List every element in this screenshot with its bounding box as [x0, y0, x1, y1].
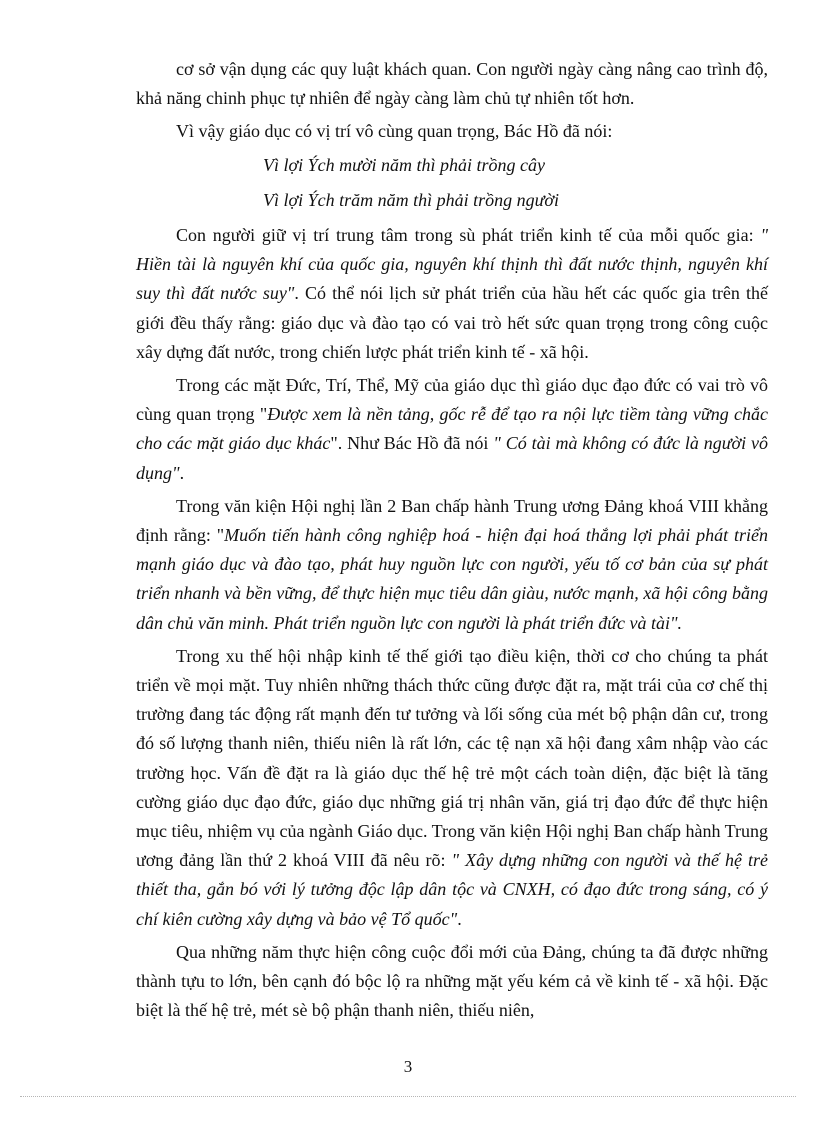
page-bottom-divider: [20, 1096, 796, 1097]
verse-line-1: Vì lợi Ých mười năm thì phải trồng cây: [263, 154, 546, 175]
paragraph-6: [136, 642, 768, 934]
paragraph-6-text-b: .: [457, 908, 462, 929]
paragraph-3-quote: " Hiền tài là nguyên khí của quốc gia, nguyên khí thịnh thì đất nước thịnh, nguyên khí suy thì đất nước suy": [136, 225, 768, 304]
paragraph-6-text-a: Trong xu thế hội nhập kinh tế thế giới tạo điều kiện, thời cơ cho chúng ta phát triển về mọi mặt. Tuy nhiên những thách thức cũng được đặt ra, mặt trái của cơ chế thị trường đang tác động rất mạnh đến tư tưởng và lối sống của mét bộ phận dân cư, trong đó số lượng thanh niên, thiếu niên là rất lớn, các tệ nạn xã hội đang xâm nhập vào các trường học. Vấn đề đặt ra là giáo dục thế hệ trẻ một cách toàn diện, đặc biệt là tăng cường giáo dục đạo đức, giáo dục những giá trị nhân văn, giá trị đạo đức để thực hiện mục tiêu, nhiệm vụ của ngành Giáo dục. Trong văn kiện Hội nghị Ban chấp hành Trung ương đảng lần thứ 2 khoá VIII đã nêu rõ:: [136, 645, 768, 871]
body-text: [136, 55, 768, 1030]
paragraph-5: [136, 492, 768, 638]
paragraph-3-text-b: . Có thể nói lịch sử phát triển của hầu hết các quốc gia trên thế giới đều thấy rằng: giáo dục và đào tạo có vai trò hết sức quan trọng trong công cuộc xây dựng đất nước, trong chiến lược phát triển kinh tế - xã hội.: [136, 283, 768, 362]
paragraph-4-text-a: Trong các mặt Đức, Trí, Thể, Mỹ của giáo dục thì giáo dục đạo đức có vai trò vô cùng quan trọng ": [136, 375, 768, 425]
paragraph-3: [136, 221, 768, 367]
paragraph-4-quote-2: " Có tài mà không có đức là người vô dụng": [136, 433, 769, 483]
paragraph-2: Vì vậy giáo dục có vị trí vô cùng quan trọng, Bác Hồ đã nói:: [176, 121, 613, 142]
paragraph-4-text-b: ". Như Bác Hồ đã nói: [330, 433, 494, 454]
paragraph-5-text-a: Trong văn kiện Hội nghị lần 2 Ban chấp hành Trung ương Đảng khoá VIII khẳng định rằng: ": [136, 495, 768, 546]
paragraph-4: [136, 371, 768, 488]
page-number: 3: [403, 1057, 413, 1076]
paragraph-5-quote: Muốn tiến hành công nghiệp hoá - hiện đại hoá thắng lợi phải phát triển mạnh giáo dục và đào tạo, phát huy nguồn lực con người, yếu tố cơ bản của sự phát triển nhanh và bền vững, để thực hiện mục tiêu dân giàu, nước mạnh, xã hội công bằng dân chủ văn minh. Phát triển nguồn lực con người là phát triển đức và tài".: [136, 525, 768, 633]
paragraph-7: Qua những năm thực hiện công cuộc đổi mới của Đảng, chúng ta đã được những thành tựu to lớn, bên cạnh đó bộc lộ ra những mặt yếu kém cả về kinh tế - xã hội. Đặc biệt là thế hệ trẻ, mét sè bộ phận thanh niên, thiếu niên,: [136, 941, 768, 1021]
paragraph-4-text-c: .: [179, 462, 185, 483]
paragraph-3-text-a: Con người giữ vị trí trung tâm trong sù phát triển kinh tế của mỗi quốc gia:: [176, 225, 761, 246]
verse-line-2: Vì lợi Ých trăm năm thì phải trồng người: [263, 189, 560, 210]
paragraph-4-quote-1: Được xem là nền tảng, gốc rễ để tạo ra nội lực tiềm tàng vững chắc cho các mặt giáo dục khác: [136, 404, 768, 454]
paragraph-6-quote: " Xây dựng những con người và thế hệ trẻ thiết tha, gắn bó với lý tưởng độc lập dân tộc và CNXH, có đạo đức trong sáng, có ý chí kiên cường xây dựng và bảo vệ Tổ quốc": [136, 850, 768, 929]
paragraph-1: cơ sở vận dụng các quy luật khách quan. Con người ngày càng nâng cao trình độ, khả năng chinh phục tự nhiên để ngày càng làm chủ tự nhiên tốt hơn.: [136, 59, 768, 109]
